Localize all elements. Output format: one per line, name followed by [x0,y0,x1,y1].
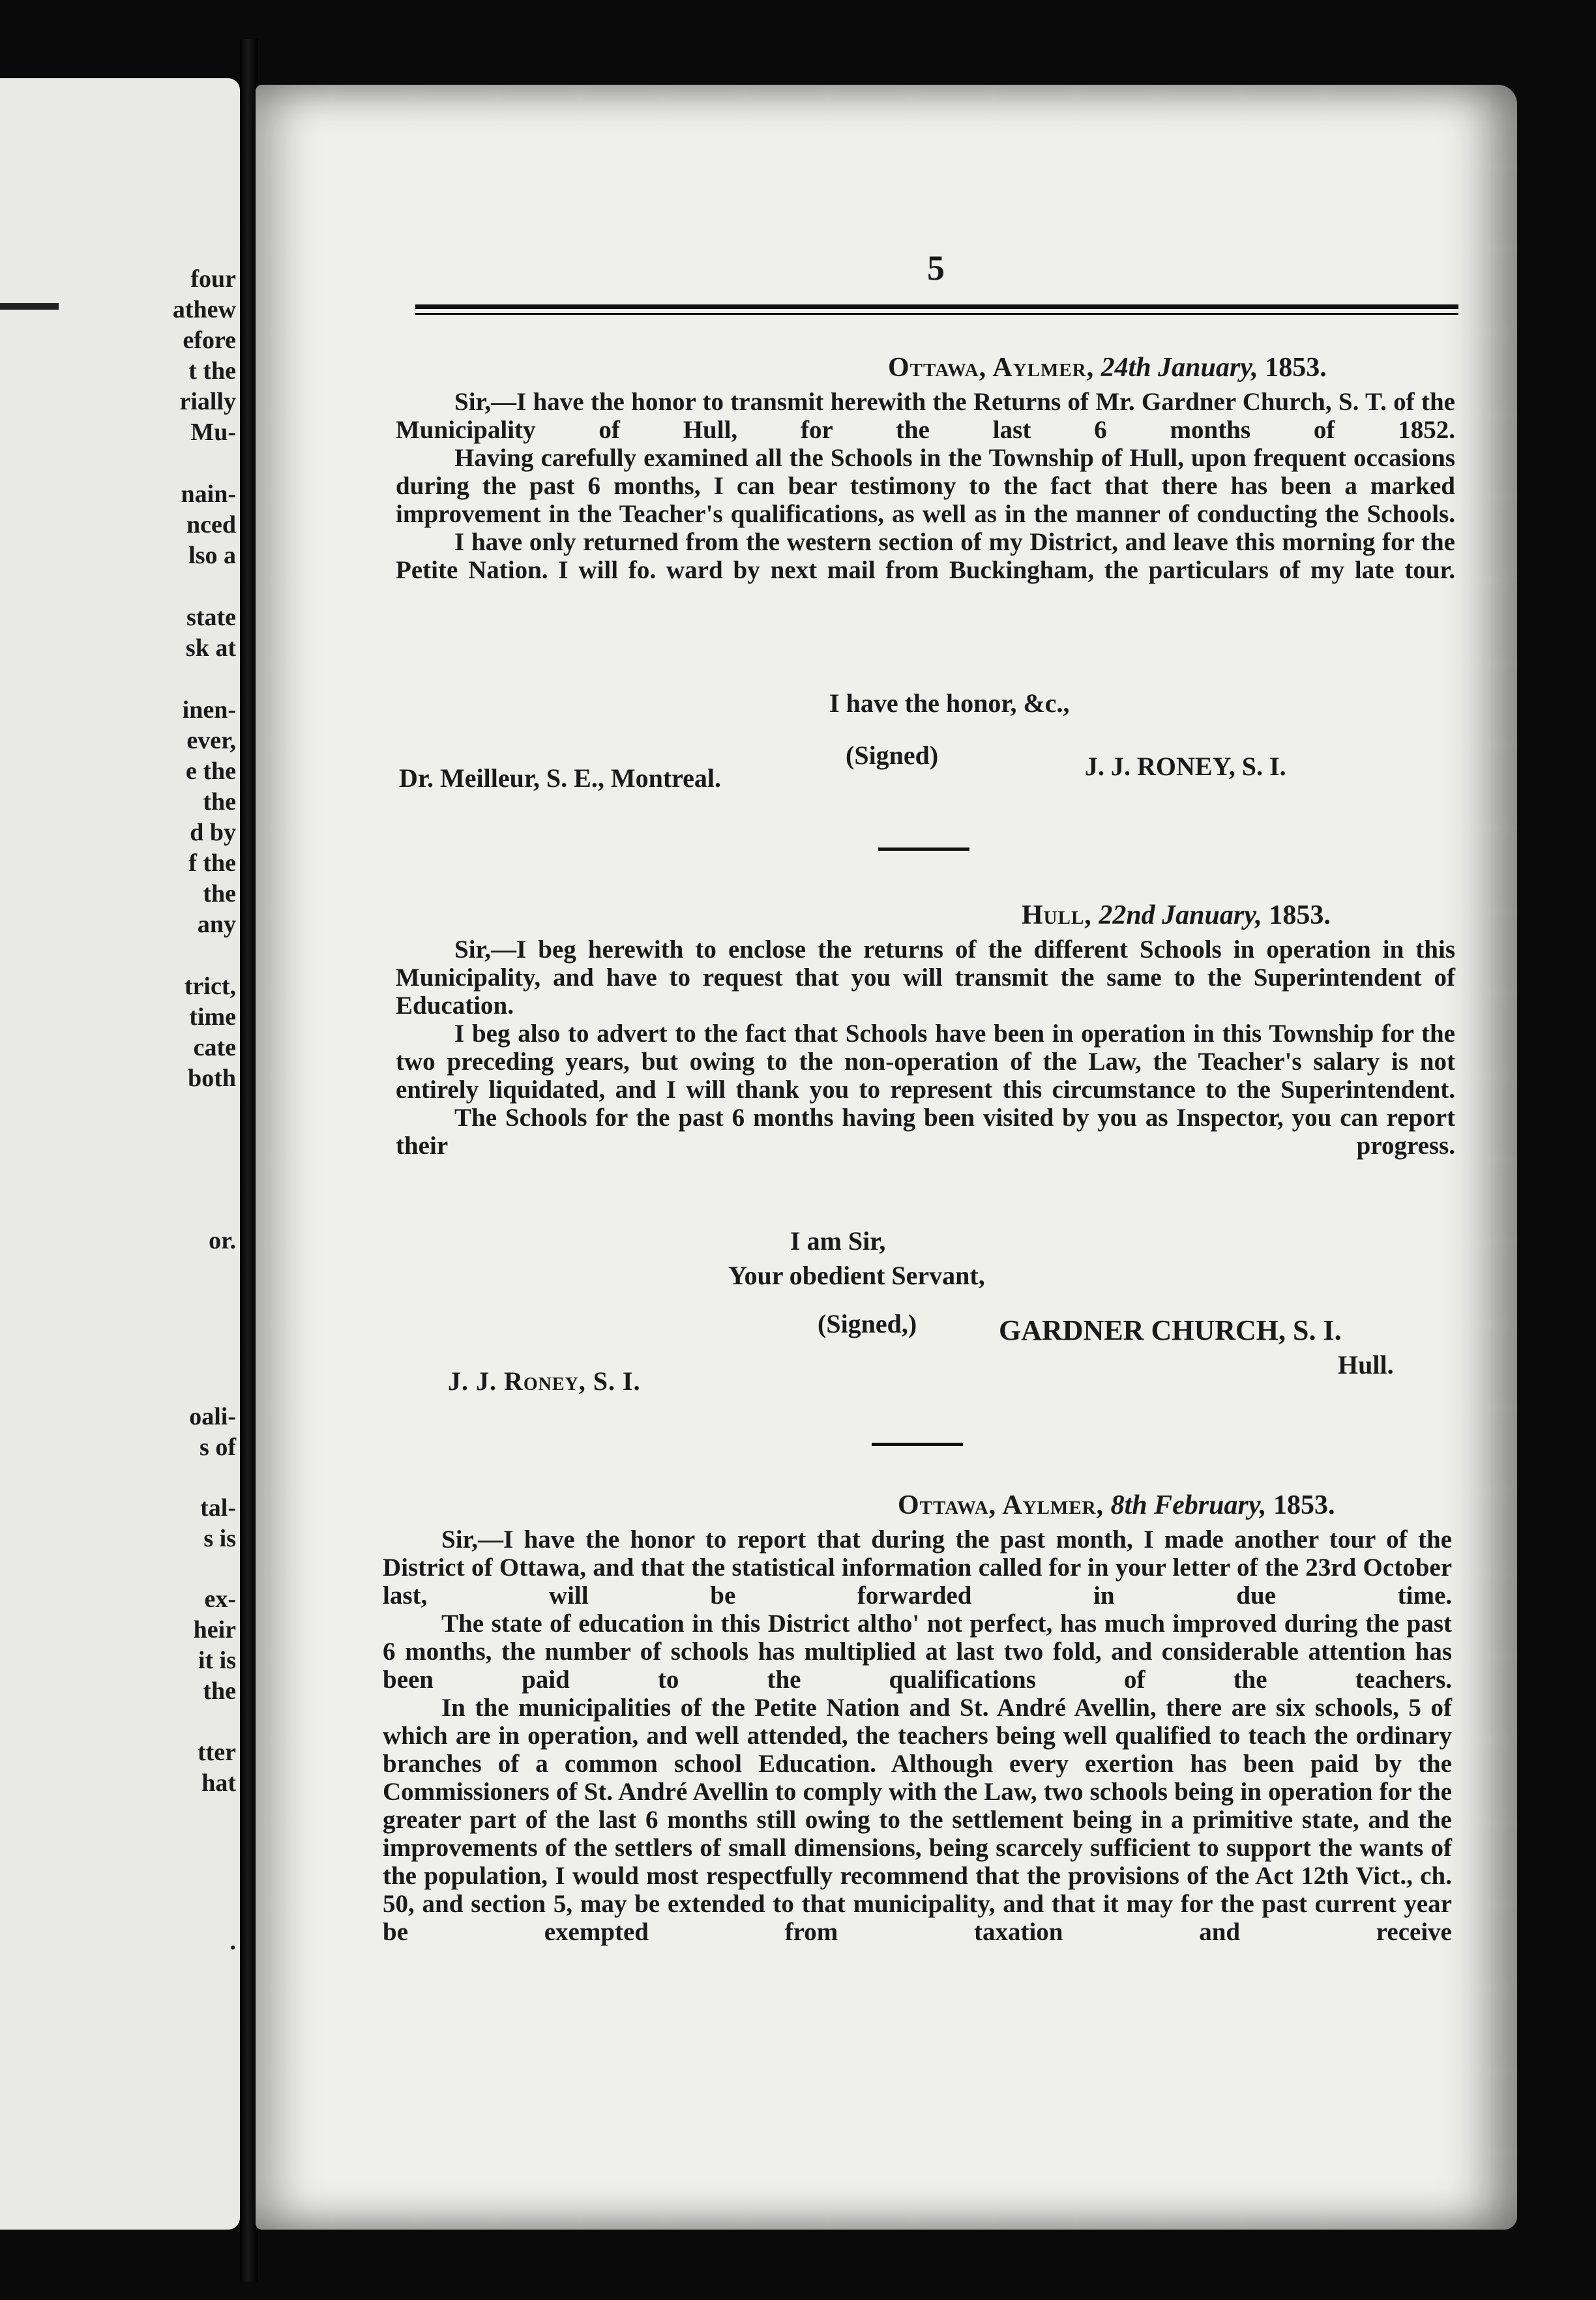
left-page-fragment-line: ever, [186,727,236,754]
left-page-fragment-line: nced [186,511,236,538]
left-page-fragment-line: the [203,788,236,816]
left-page-fragment-line: hat [201,1769,236,1797]
left-page-fragment-line: lso a [188,542,236,569]
left-page-fragment-line: ex- [204,1585,236,1613]
header-rule-thin [415,313,1458,315]
letter2-signer-place: Hull. [1338,1350,1394,1379]
letter2-paragraph-3: The Schools for the past 6 months having been visited by you as Inspector, you can report their progress. [396,1104,1455,1160]
left-page-fragment-line: inen- [182,696,236,724]
letter3-paragraph-1: Sir,—I have the honor to report that during the past month, I made another tour of the District of Ottawa, and that the statistical information called for in your letter of the 23rd October last, will be forwarded in due time. [383,1526,1452,1610]
letter2-paragraph-2: I beg also to advert to the fact that Schools have been in operation in this Township for the two preceding years, but owing to the non-operation of the Law, the Teacher's salary is not entirely liquidated, and I will thank you to represent this circumstance to the Superintendent. [396,1020,1455,1104]
letter1-paragraph-3: I have only returned from the western section of my District, and leave this morning for the Petite Nation. I will fo. ward by next mail from Buckingham, the particulars of my late tour. [396,528,1455,584]
letter2-closing-1: I am Sir, [790,1226,886,1256]
left-page-fragment-line: rially [179,388,236,415]
letter2-closing-2: Your obedient Servant, [728,1261,985,1290]
letter1-signer: J. J. RONEY, S. I. [1085,752,1286,781]
left-page-fragment-line: state [186,604,236,631]
left-page-fragment-line: efore [183,327,236,354]
letter3-dateline [898,1490,1335,1521]
letter3-paragraph-2: The state of education in this District altho' not perfect, has much improved during the past 6 months, the number of schools has multiplied at last two fold, and considerable attention has been paid to the qualifications of the teachers. [383,1610,1452,1694]
letter1-paragraph-2: Having carefully examined all the Schools in the Township of Hull, upon frequent occasions during the past 6 months, I can bear testimony to the fact that there has been a marked improvement in the Teacher's qualifications, as well as in the manner of conducting the Schools. [396,444,1455,528]
letter1-closing: I have the honor, &c., [829,688,1070,718]
header-rule-thick [415,304,1458,309]
left-page-fragment-line: heir [193,1616,236,1644]
left-page-fragment-line: any [197,911,236,938]
letter3-body [383,1526,1452,1946]
left-page-fragment-line: e the [185,758,236,785]
letter2-signer: GARDNER CHURCH, S. I. [999,1314,1342,1346]
left-page-fragment-line: tter [197,1739,236,1766]
letter2-signed: (Signed,) [818,1309,917,1338]
left-page-fragment-line: or. [209,1227,236,1254]
left-page-fragment-line: time [189,1003,236,1031]
left-page-fragment-line: nain- [181,480,236,508]
letter2-paragraph-1: Sir,—I beg herewith to enclose the returns of the different Schools in operation in this Municipality, and have to request that you will transmit the same to the Superintendent of Education. [396,936,1455,1020]
letter2-addressee-text: J. J. Roney, S. I. [448,1366,641,1396]
left-page-fragment-line: tal- [200,1494,236,1522]
letter1-year: 1853. [1265,353,1327,383]
left-page-fragment-line: d by [190,819,236,846]
left-page-fragment-line: four [190,265,236,293]
left-page-fragment-line: the [203,1677,236,1705]
separator-1 [878,848,969,851]
left-page-fragment-line: the [203,880,236,907]
left-page-fragment-line: trict, [184,973,236,1000]
left-page-fragment-line: sk at [185,634,236,662]
letter1-place: Ottawa, Aylmer, [888,353,1095,383]
letter1-signed: (Signed) [846,741,939,770]
left-page-fragment-line: t the [188,357,236,385]
letter3-date: 8th February, [1110,1490,1267,1520]
letter2-body [396,936,1455,1160]
left-page-fragment-line: s is [203,1525,236,1552]
letter2-place: Hull, [1022,900,1092,930]
letter3-paragraph-3: In the municipalities of the Petite Nation and St. André Avellin, there are six schools, 5 of which are in operation, and well attended, the teachers being well qualified to teach the ordinary branches of a common school Education. Although every exertion has been paid by the Commissioners of St. André Avellin to comply with the Law, two schools being in operation for the greater part of the last 6 months still owing to the settlement being in a primitive state, and the improvements of the settlers of small dimensions, being scarcely sufficient to support the wants of the population, I would most respectfully recommend that the provisions of the Act 12th Vict., ch. 50, and section 5, may be extended to that municipality, and that it may for the past current year be exempted from taxation and receive [383,1694,1452,1946]
left-page-fragment-line: f the [188,849,236,877]
left-page-fragment-line: s of [200,1434,236,1461]
page-number: 5 [927,248,945,288]
letter2-date: 22nd January, [1099,900,1262,930]
main-page [256,85,1517,2230]
letter1-dateline [888,352,1327,383]
left-page-rule [0,303,59,310]
left-page-fragment-line: Mu- [190,419,236,446]
letter3-year: 1853. [1273,1490,1335,1520]
letter3-place: Ottawa, Aylmer, [898,1490,1104,1520]
left-page-fragment-line: athew [172,296,236,323]
left-page-fragment-line: cate [193,1034,236,1061]
left-page-fragment-line: both [188,1065,236,1092]
left-page-fragment [0,78,240,2230]
left-page-fragment-line: . [229,1928,236,1955]
letter2-addressee [448,1366,641,1396]
separator-2 [872,1443,963,1446]
letter1-paragraph-1: Sir,—I have the honor to transmit herewith the Returns of Mr. Gardner Church, S. T. of the Municipality of Hull, for the last 6 months of 1852. [396,388,1455,444]
letter1-date: 24th January, [1101,353,1258,383]
letter1-body [396,388,1455,584]
letter2-dateline [1022,900,1331,931]
left-page-fragment-line: it is [198,1647,236,1674]
letter2-year: 1853. [1269,900,1331,930]
letter1-addressee: Dr. Meilleur, S. E., Montreal. [399,763,722,793]
left-page-fragment-line: oali- [189,1403,236,1430]
